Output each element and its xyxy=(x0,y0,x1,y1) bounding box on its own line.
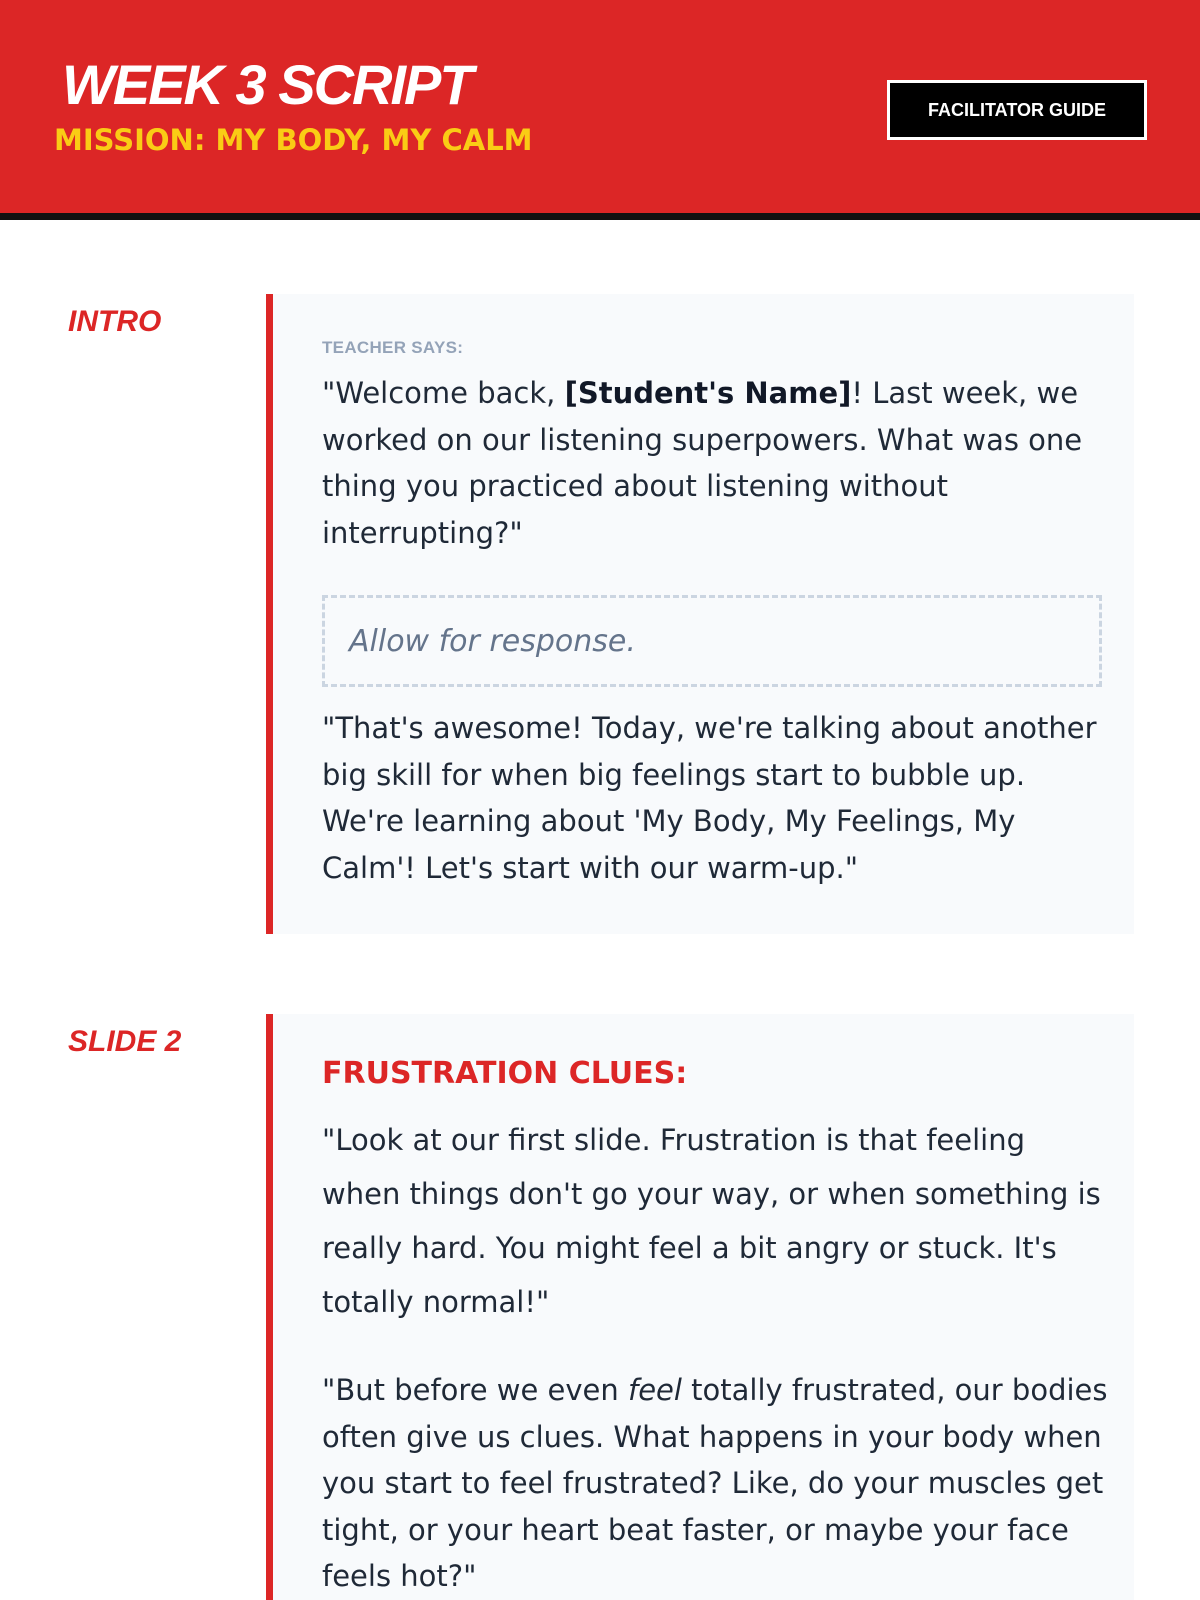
slide-2-script-panel xyxy=(266,1014,1134,1600)
frustration-clues-heading: FRUSTRATION CLUES: xyxy=(322,1056,688,1091)
teacher-says-label: TEACHER SAYS: xyxy=(322,338,464,357)
intro-paragraph-2: "That's awesome! Today, we're talking about another big skill for when big feelings start to bubble up. We're learning about 'My Body, My Feelings, My Calm'! Let's start with our warm-up." xyxy=(322,711,1097,885)
slide-2-paragraph-2 xyxy=(322,1367,1112,1600)
slide-2-p2-after: totally frustrated, our bodies often give us clues. What happens in your body when you start to feel frustrated? Like, do your muscles get tight, or your heart beat faster, or maybe your face feels hot?" xyxy=(322,1373,1108,1593)
response-note: Allow for response. xyxy=(322,595,1102,687)
intro-paragraph-1 xyxy=(322,370,1112,556)
student-name-placeholder: [Student's Name] xyxy=(564,376,852,410)
emphasis-feel: feel xyxy=(627,1373,682,1407)
slide-2-paragraph-1: "Look at our first slide. Frustration is that feeling when things don't go your way, or when something is really hard. You might feel a bit angry or stuck. It's totally normal!" xyxy=(322,1123,1101,1319)
page-header xyxy=(0,0,1200,220)
intro-script-panel xyxy=(266,294,1134,934)
slide-2-p2-before: "But before we even xyxy=(322,1373,628,1407)
intro-p1-before: "Welcome back, xyxy=(322,376,565,410)
page-title: WEEK 3 SCRIPT xyxy=(62,53,472,116)
facilitator-guide-badge: FACILITATOR GUIDE xyxy=(887,80,1147,140)
mission-subtitle: MISSION: MY BODY, MY CALM xyxy=(54,123,533,157)
section-label-slide-2: SLIDE 2 xyxy=(68,1025,182,1058)
section-label-intro: INTRO xyxy=(68,305,162,338)
intro-p1-after: ! Last week, we worked on our listening superpowers. What was one thing you practiced about listening without interrupting?" xyxy=(322,376,1083,550)
